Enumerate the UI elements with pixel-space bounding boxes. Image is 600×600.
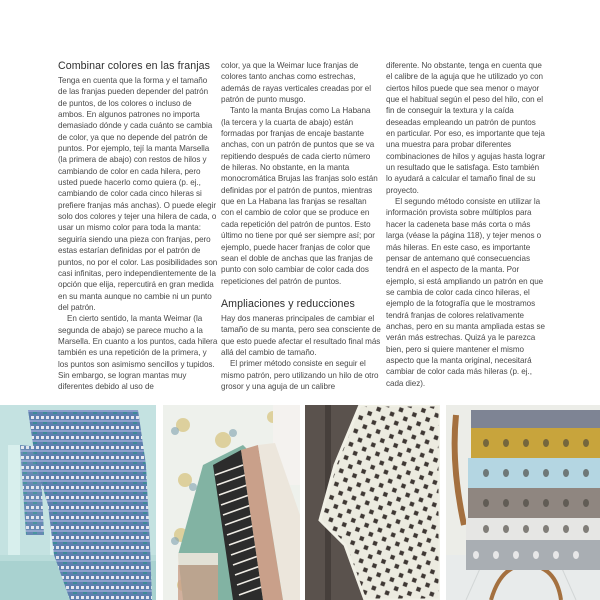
text-column-2	[221, 60, 381, 392]
photo-strip	[0, 405, 600, 600]
paragraph: diferente. No obstante, tenga en cuenta que el calibre de la aguja que he utilizado yo con ciertos hilos puede que sea menor o mayor que el habitual según el peso del hilo, con el fin de conseguir la textura y la caída deseadas empleando un patrón de puntos en particular. Por eso, es importante que teja una muestra para probar diferentes combinaciones de hilos y agujas hasta lograr un resultado que le satisfaga. Esto también lo ayudará a calcular el tamaño final de su proyecto.	[386, 61, 546, 195]
paragraph: En cierto sentido, la manta Weimar (la segunda de abajo) se parece mucho a la Marsella. En cuanto a los puntos, cada hilera también es una repetición de la primera, y los puntos son asimismo sencillos y tupidos. Sin embargo, se logran mantas muy diferentes debido al uso de	[58, 314, 218, 392]
photo-weimar-blanket	[163, 405, 300, 600]
paragraph: El segundo método consiste en utilizar la información provista sobre múltiplos para hacer la cadeneta base más corta o más larga (véase la página 118), y tejer menos o más hileras. En este caso, es importante pensar de antemano qué consecuencias tendrá en el aspecto de la manta. Por ejemplo, si está ampliando un patrón en que se cambia de color cada cinco hileras, el ejemplo de la fotografía que le mostramos tendrá franjas de colores relativamente anchas, pero en su manta ampliada estas se verán más estrechas. Quizá ya le parezca bien, pero si quiere mantener el mismo aspecto que la manta original, necesitará cambiar de color cada más hileras (p. ej., cada diez).	[386, 197, 545, 388]
photo-la-habana-blanket	[446, 405, 600, 600]
section-heading-stripes: Combinar colores en las franjas	[58, 60, 211, 72]
paragraph: Tenga en cuenta que la forma y el tamaño de las franjas pueden depender del patrón de puntos, de los colores o incluso de ambos. En algunos patrones no importa demasiado dónde y cada cuánto se cambia de color, ya que no depende del patrón de puntos. Por ejemplo, tejí la manta Marsella (la primera de abajo) con restos de hilos y cambiando de color en cada hilera, pero usted puede hacerlo como quiera (p. ej., cambiando de color cada cinco hileras si prefiere franjas más anchas). O puede elegir solo dos colores y tejer una hilera de cada, o usar un mismo color para toda la manta: seguiría siendo una pieza con franjas, pero estas estarían definidas por el patrón de puntos, no por el color. Las posibilidades son casi infinitas, pero independientemente de la opción que elija, repercutirá en gran medida en su manta aunque no cambie ni un punto del patrón.	[58, 76, 218, 312]
text-column-3	[386, 60, 546, 389]
photo-marsella-blanket	[0, 405, 156, 600]
paragraph: El primer método consiste en seguir el mismo patrón, pero utilizando un hilo de otro grosor y una aguja de un calibre	[221, 359, 379, 391]
paragraph: color, ya que la Weimar luce franjas de colores tanto anchas como estrechas, además de rayas verticales creadas por el patrón de punto musgo.	[221, 61, 372, 105]
section-heading-resizing: Ampliaciones y reducciones	[221, 297, 355, 310]
paragraph: Tanto la manta Brujas como La Habana (la tercera y la cuarta de abajo) están formadas por franjas de encaje bastante anchas, con un patrón de puntos que se va repitiendo después de cada cierto número de hileras. No obstante, en la manta monocromática Brujas las franjas solo están definidas por el patrón de puntos, mientras que en La Habana las franjas se resaltan con el cambio de color que se produce en cada repetición del patrón de puntos. Esto último no tiene por qué ser siempre así; por ejemplo, puede hacer franjas de color que sean el doble de anchas que las franjas de punto con solo cambiar de color cada dos repeticiones del patrón de puntos.	[221, 106, 378, 286]
photo-brujas-blanket	[305, 405, 440, 600]
paragraph: Hay dos maneras principales de cambiar el tamaño de su manta, pero sea consciente de que esto puede afectar el resultado final más allá del cambio de tamaño.	[221, 313, 381, 357]
text-column-1	[58, 60, 218, 393]
